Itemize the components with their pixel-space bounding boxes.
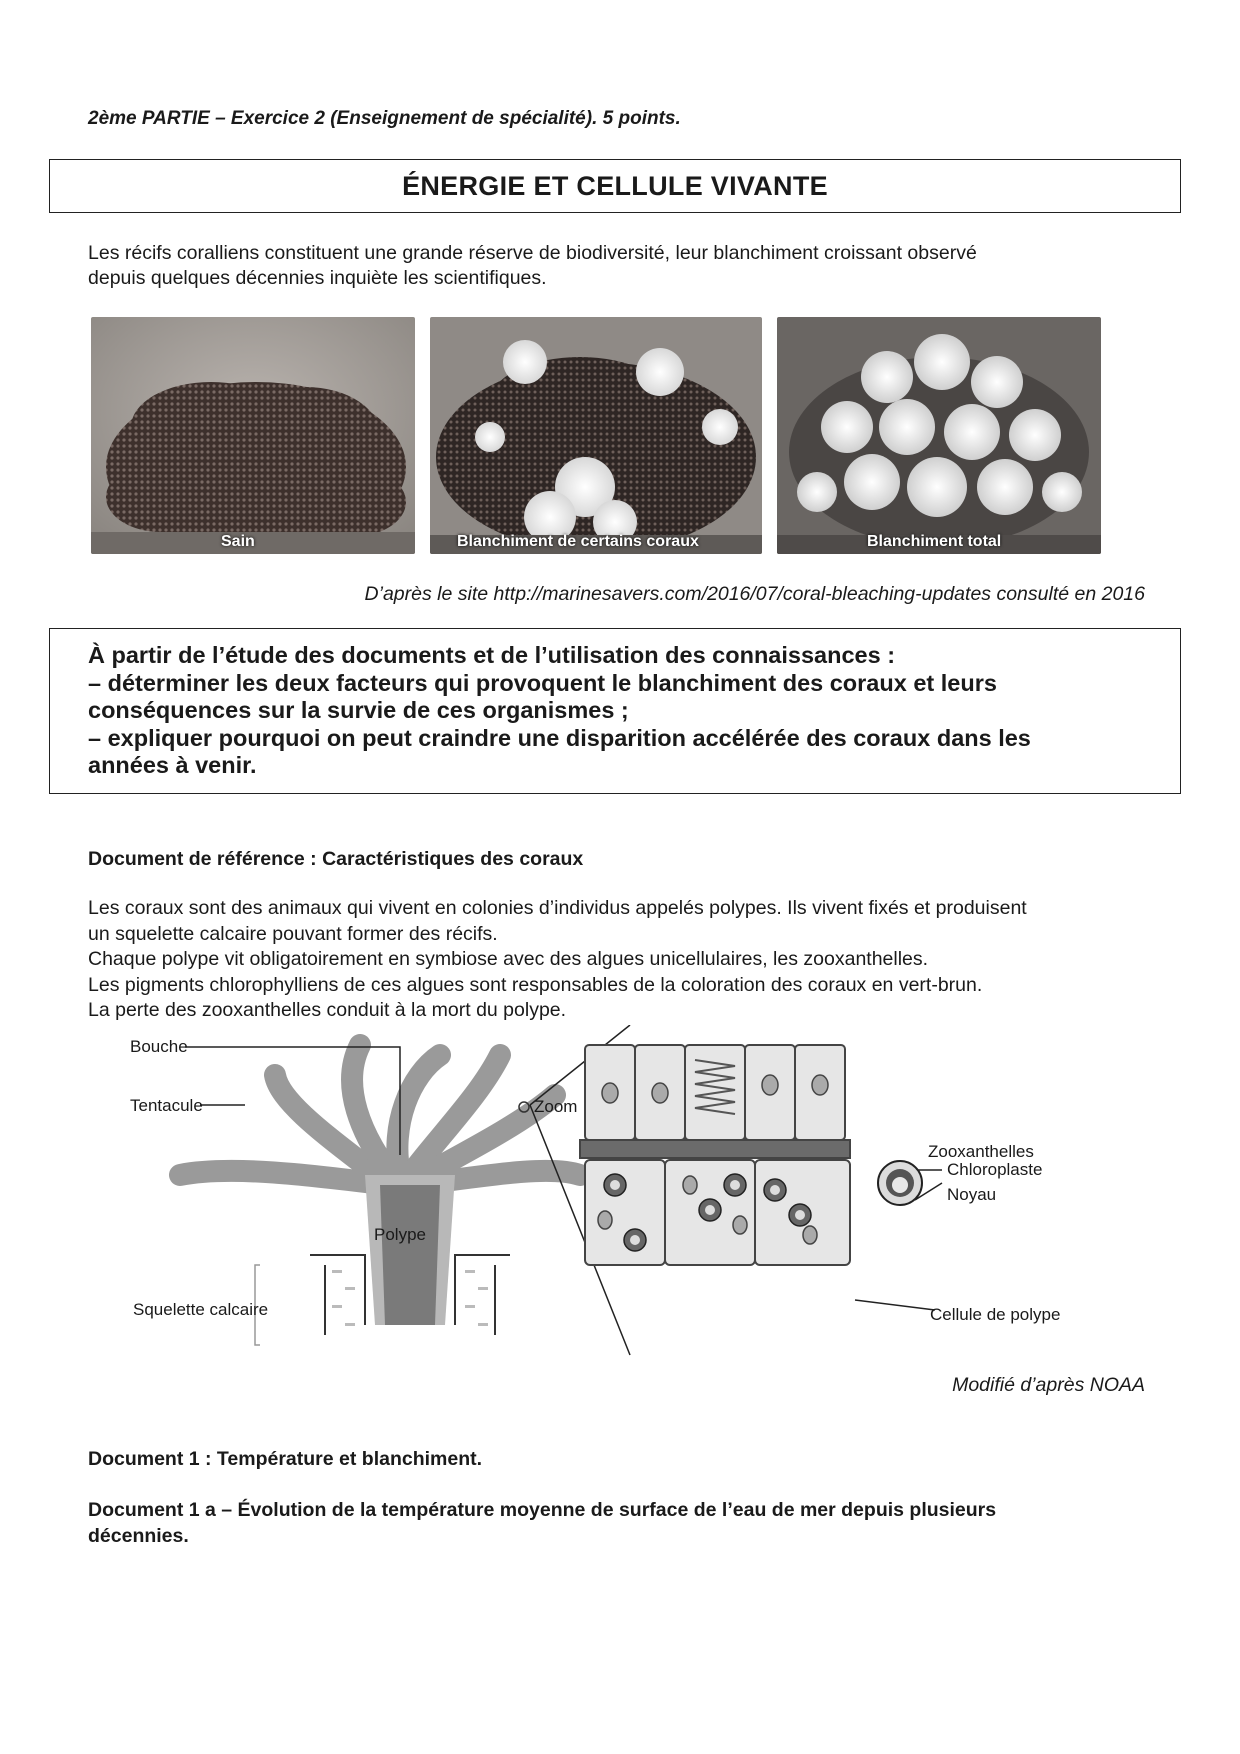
label-noyau: Noyau <box>947 1185 997 1204</box>
photo-total-bleaching <box>777 317 1101 554</box>
task-box <box>49 628 1181 794</box>
label-tentacule: Tentacule <box>130 1096 203 1115</box>
photo-caption: Blanchiment total <box>867 533 1002 550</box>
intro-line: Les récifs coralliens constituent une grande réserve de biodiversité, leur blanchiment croissant observé <box>88 242 977 264</box>
intro-paragraph <box>88 241 1138 291</box>
doc-ref-text <box>88 896 1168 1024</box>
label-zoom: Zoom <box>534 1097 578 1116</box>
page-title: ÉNERGIE ET CELLULE VIVANTE <box>402 170 828 201</box>
task-line: – expliquer pourquoi on peut craindre une disparition accélérée des coraux dans les <box>88 724 1031 751</box>
task-line: conséquences sur la survie de ces organismes ; <box>88 697 629 723</box>
label-cellule: Cellule de polype <box>930 1305 1061 1324</box>
doc1a-line: Document 1 a – Évolution de la température moyenne de surface de l’eau de mer depuis plusieurs <box>88 1499 997 1521</box>
label-bouche: Bouche <box>130 1037 188 1056</box>
doc-ref-line: un squelette calcaire pouvant former des récifs. <box>88 922 498 945</box>
label-zooxanthelles: Zooxanthelles <box>928 1142 1034 1161</box>
photo-healthy-coral <box>91 317 415 554</box>
doc1-title: Document 1 : Température et blanchiment. <box>88 1448 483 1470</box>
photo-caption: Blanchiment de certains coraux <box>457 533 699 550</box>
doc-ref-line: Les pigments chlorophylliens de ces algues sont responsables de la coloration des coraux en vert-brun. <box>88 973 983 996</box>
task-line: – déterminer les deux facteurs qui provoquent le blanchiment des coraux et leurs <box>88 669 997 696</box>
zooxanthella-detail <box>878 1161 922 1205</box>
label-squelette: Squelette calcaire <box>133 1300 269 1319</box>
doc-ref-line: Chaque polype vit obligatoirement en symbiose avec des algues unicellulaires, les zooxanthelles. <box>88 948 929 970</box>
coral-polyp-diagram <box>110 1025 1120 1370</box>
doc1a-line: décennies. <box>88 1524 189 1547</box>
doc-ref-line: Les coraux sont des animaux qui vivent en colonies d’individus appelés polypes. Ils vivent fixés et produisent <box>88 897 1027 919</box>
diagram-source: Modifié d’après NOAA <box>952 1374 1145 1396</box>
intro-line: depuis quelques décennies inquiète les scientifiques. <box>88 267 547 289</box>
photo-partial-bleaching <box>430 317 762 554</box>
polyp-gut <box>380 1185 440 1325</box>
doc-ref-title: Document de référence : Caractéristiques des coraux <box>88 848 584 870</box>
exercise-header: 2ème PARTIE – Exercice 2 (Enseignement de spécialité). 5 points. <box>88 108 681 129</box>
photo-source: D’après le site http://marinesavers.com/2016/07/coral-bleaching-updates consulté en 2016 <box>364 583 1145 605</box>
doc1a-title <box>88 1498 1168 1549</box>
task-line: À partir de l’étude des documents et de l’utilisation des connaissances : <box>88 642 896 668</box>
label-polype: Polype <box>374 1225 426 1244</box>
label-chloroplaste: Chloroplaste <box>947 1160 1043 1179</box>
doc-ref-line: La perte des zooxanthelles conduit à la mort du polype. <box>88 999 567 1021</box>
tentacles-drawing <box>180 1045 580 1185</box>
task-line: années à venir. <box>88 752 257 778</box>
title-box <box>49 159 1181 213</box>
photo-caption: Sain <box>221 533 255 550</box>
